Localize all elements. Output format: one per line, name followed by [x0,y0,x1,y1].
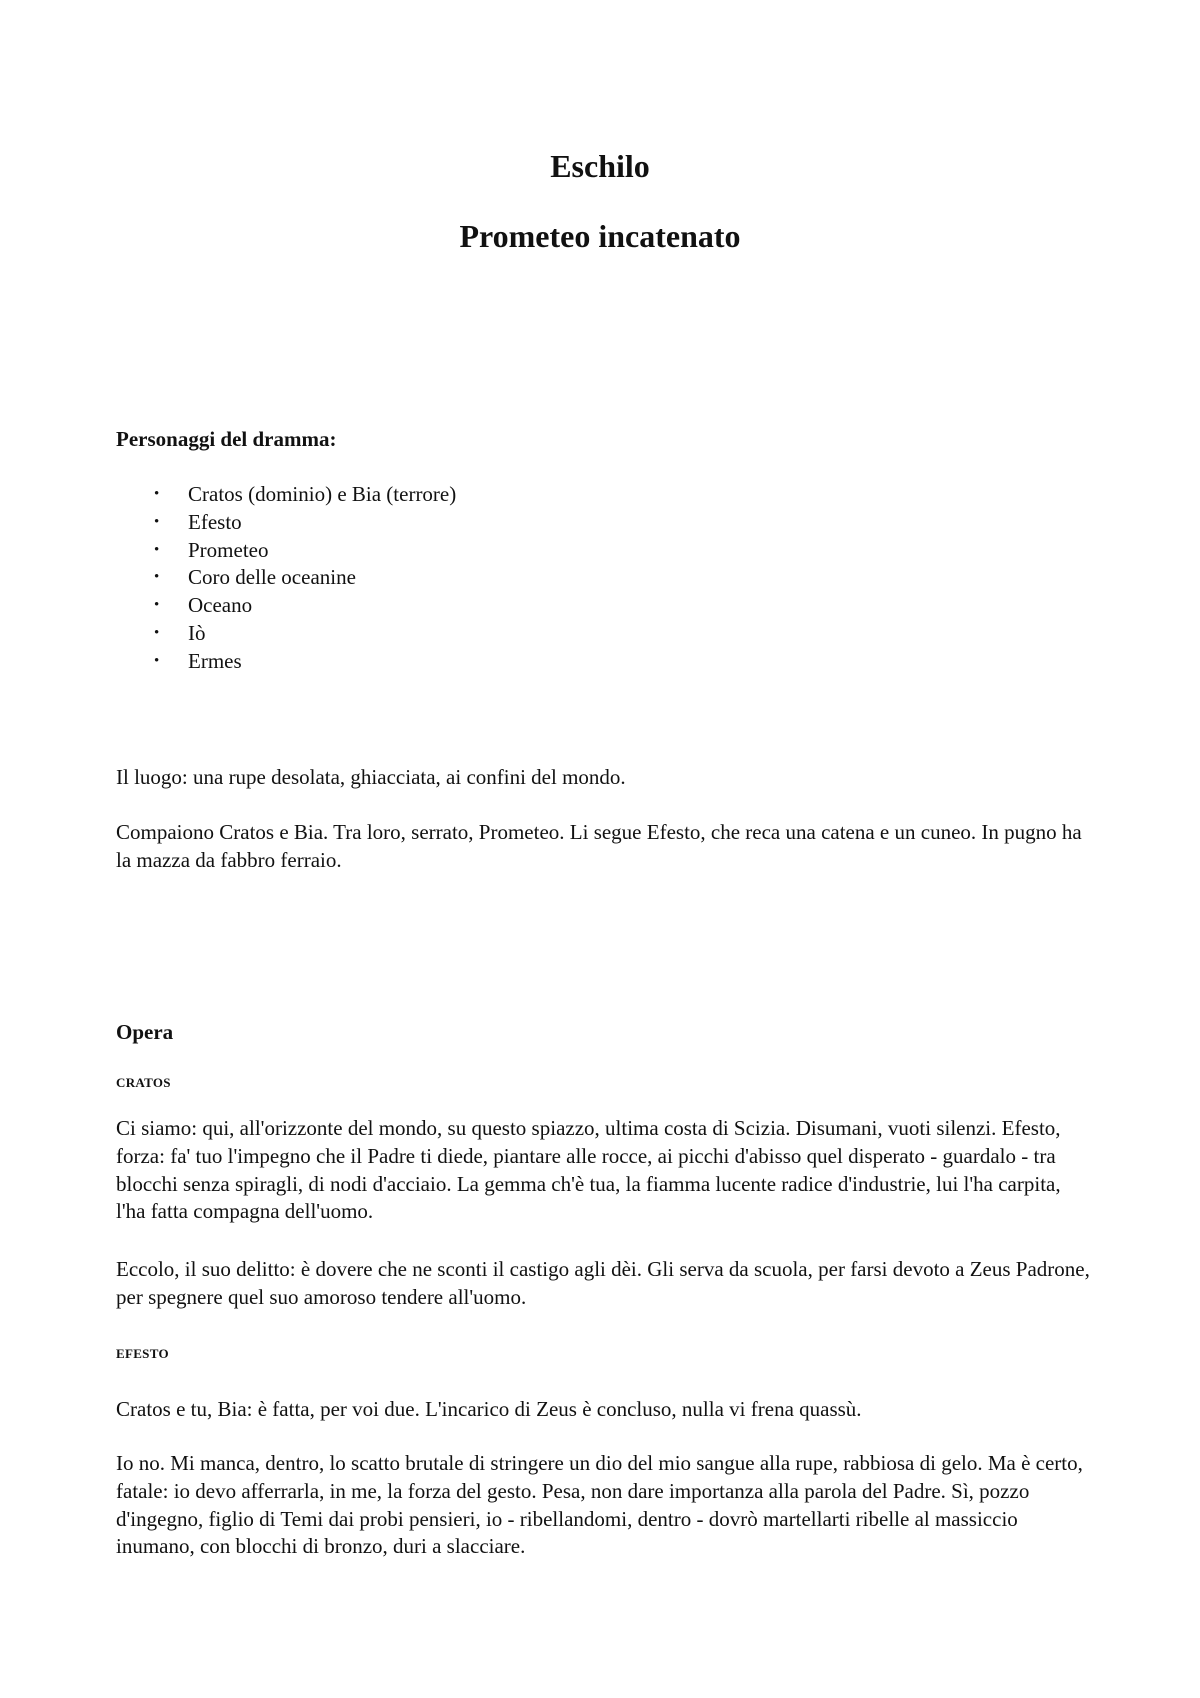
speaker-label-efesto: EFESTO [116,1346,169,1361]
stage-direction: Compaiono Cratos e Bia. Tra loro, serrato, Prometeo. Li segue Efesto, che reca una catena e un cuneo. In pugno ha la mazza da fabbro ferraio. [116,820,1082,872]
dialogue-paragraph: Eccolo, il suo delitto: è dovere che ne sconti il castigo agli dèi. Gli serva da scuola, per farsi devoto a Zeus Padrone, per spegnere quel suo amoroso tendere all'uomo. [116,1257,1090,1309]
bullet-icon: • [154,486,160,502]
dialogue-paragraph: Io no. Mi manca, dentro, lo scatto brutale di stringere un dio del mio sangue alla rupe, rabbiosa di gelo. Ma è certo, fatale: io devo afferrarla, in me, la forza del gesto. Pesa, non dare importanza alla parola del Padre. Sì, pozzo d'ingegno, figlio di Temi dai probi pensieri, io - ribellandomi, dentro - dovrò martellarti ribelle al massiccio inumano, con blocchi di bronzo, duri a slacciare. [116,1451,1083,1559]
cast-item-label: Prometeo [188,537,269,562]
work-title: Prometeo incatenato [459,218,741,254]
bullet-icon: • [154,597,160,614]
cast-item-label: Coro delle oceanine [188,565,356,590]
cast-item-label: Iò [188,620,206,645]
cast-heading: Personaggi del dramma: [116,427,337,451]
cast-item [116,648,456,676]
cast-item [116,509,456,537]
bullet-icon: • [154,652,160,669]
cast-item-label: Cratos (dominio) e Bia (terrore) [188,482,457,506]
author-title: Eschilo [550,148,650,184]
cast-item [116,592,456,620]
bullet-icon: • [154,541,160,558]
cast-item [116,620,456,648]
cast-item-label: Efesto [188,509,242,534]
dialogue-paragraph: Ci siamo: qui, all'orizzonte del mondo, su questo spiazzo, ultima costa di Scizia. Disumani, vuoti silenzi. Efesto, forza: fa' tuo l'impegno che il Padre ti diede, piantare alle rocce, ai picchi d'abisso quel disperato - guardalo - tra blocchi senza spiragli, di nodi d'acciaio. La gemma ch'è tua, la fiamma lucente radice d'industrie, lui l'ha carpita, l'ha fatta compagna dell'uomo. [116,1116,1061,1224]
bullet-icon: • [154,569,160,586]
cast-list [116,481,456,676]
cast-item [116,481,456,509]
speaker-label-cratos: CRATOS [116,1075,171,1090]
cast-item-label: Oceano [188,593,253,618]
dialogue-paragraph: Cratos e tu, Bia: è fatta, per voi due. L'incarico di Zeus è concluso, nulla vi frena quassù. [116,1397,862,1421]
bullet-icon: • [154,624,160,641]
cast-item-label: Ermes [188,648,242,673]
cast-item [116,537,456,565]
bullet-icon: • [154,513,160,530]
setting-place: Il luogo: una rupe desolata, ghiacciata, ai confini del mondo. [116,765,626,789]
cast-item [116,564,456,592]
opera-heading: Opera [116,1020,174,1044]
